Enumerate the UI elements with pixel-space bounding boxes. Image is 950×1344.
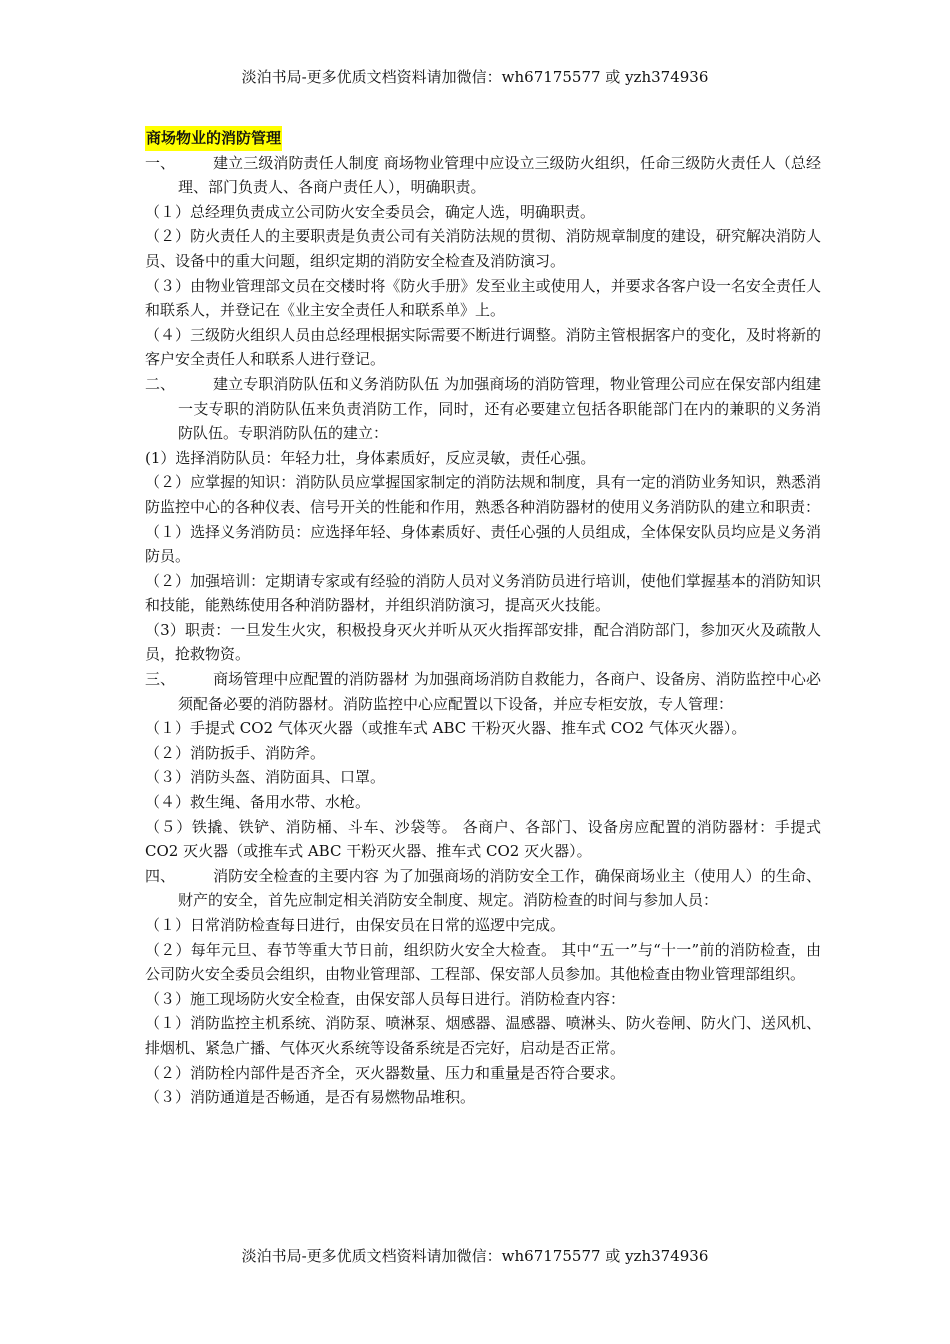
list-item: （２）加强培训：定期请专家或有经验的消防人员对义务消防员进行培训，使他们掌握基本的消防知识和技能，能熟练使用各种消防器材，并组织消防演习，提高灭火技能。	[145, 571, 821, 615]
list-item: （３）施工现场防火安全检查，由保安部人员每日进行。消防检查内容：	[145, 989, 626, 1008]
list-item: (1）选择消防队员：年轻力壮，身体素质好，反应灵敏，责任心强。	[145, 448, 596, 467]
list-item: （５）铁撬、铁铲、消防桶、斗车、沙袋等。 各商户、各部门、设备房应配置的消防器材：手提式 CO2 灭火器（或推车式 ABC 干粉灭火器、推车式 CO2 灭火器）。	[145, 817, 821, 861]
section-text: 商场管理中应配置的消防器材 为加强商场消防自救能力，各商户、设备房、消防监控中心必须配备必要的消防器材。消防监控中心应配置以下设备，并应专柜安放，专人管理：	[178, 670, 821, 713]
list-item: （３）消防通道是否畅通，是否有易燃物品堆积。	[145, 1088, 476, 1107]
section-text: 建立专职消防队伍和义务消防队伍 为加强商场的消防管理，物业管理公司应在保安部内组建一支专职的消防队伍来负责消防工作，同时，还有必要建立包括各职能部门在内的兼职的义务消防队伍。专职消防队伍的建立：	[178, 374, 821, 443]
list-item: （２）每年元旦、春节等重大节日前，组织防火安全大检查。 其中“五一”与“十一”前的消防检查，由公司防火安全委员会组织，由物业管理部、工程部、保安部人员参加。其他检查由物业管理部组织。	[145, 940, 821, 984]
section-number: 三、	[145, 670, 176, 689]
section-text: 建立三级消防责任人制度 商场物业管理中应设立三级防火组织，任命三级防火责任人（总经理、部门负责人、各商户责任人），明确职责。	[178, 153, 821, 197]
list-item: （１）日常消防检查每日进行，由保安员在日常的巡逻中完成。	[145, 916, 566, 934]
page-footer: 淡泊书局-更多优质文档资料请加微信：wh67175577 或 yzh374936	[241, 1247, 709, 1265]
page-header: 淡泊书局-更多优质文档资料请加微信：wh67175577 或 yzh374936	[241, 68, 709, 86]
section-4-heading	[145, 864, 821, 913]
list-item: （２）消防栓内部件是否齐全，灭火器数量、压力和重量是否符合要求。	[145, 1063, 626, 1082]
list-item: （４）救生绳、备用水带、水枪。	[145, 793, 371, 812]
list-item: （１）总经理负责成立公司防火安全委员会，确定人选，明确职责。	[145, 202, 596, 221]
list-item: （２）应掌握的知识：消防队员应掌握国家制定的消防法规和制度，具有一定的消防业务知识，熟悉消防监控中心的各种仪表、信号开关的性能和作用，熟悉各种消防器材的使用义务消防队的建立和职责：	[145, 473, 821, 516]
section-3-heading	[145, 667, 821, 716]
list-item: （１）选择义务消防员：应选择年轻、身体素质好、责任心强的人员组成，全体保安队员均应是义务消防员。	[145, 522, 821, 566]
document-title: 商场物业的消防管理	[145, 126, 282, 151]
section-number: 一、	[145, 153, 176, 172]
section-text: 消防安全检查的主要内容 为了加强商场的消防安全工作，确保商场业主（使用人）的生命、财产的安全，首先应制定相关消防安全制度、规定。消防检查的时间与参加人员：	[178, 866, 821, 910]
list-item: （３）由物业管理部文员在交楼时将《防火手册》发至业主或使用人，并要求各客户设一名安全责任人和联系人，并登记在《业主安全责任人和联系单》上。	[145, 276, 821, 320]
list-item: （3）职责：一旦发生火灾，积极投身灭火并听从灭火指挥部安排，配合消防部门，参加灭火及疏散人员，抢救物资。	[145, 620, 821, 664]
list-item: （２）防火责任人的主要职责是负责公司有关消防法规的贯彻、消防规章制度的建设，研究解决消防人员、设备中的重大问题，组织定期的消防安全检查及消防演习。	[145, 227, 821, 270]
document-body	[145, 126, 821, 1110]
section-2-heading	[145, 372, 821, 446]
title-line	[145, 126, 821, 151]
list-item: （２）消防扳手、消防斧。	[145, 743, 326, 762]
list-item: （３）消防头盔、消防面具、口罩。	[145, 768, 386, 787]
section-number: 四、	[145, 866, 176, 885]
list-item: （４）三级防火组织人员由总经理根据实际需要不断进行调整。消防主管根据客户的变化，及时将新的客户安全责任人和联系人进行登记。	[145, 325, 821, 369]
section-1-heading	[145, 151, 821, 200]
list-item: （１）消防监控主机系统、消防泵、喷淋泵、烟感器、温感器、喷淋头、防火卷闸、防火门、送风机、排烟机、紧急广播、气体灭火系统等设备系统是否完好，启动是否正常。	[145, 1014, 821, 1057]
list-item: （１）手提式 CO2 气体灭火器（或推车式 ABC 干粉灭火器、推车式 CO2 气体灭火器）。	[145, 719, 747, 738]
section-number: 二、	[145, 374, 176, 393]
